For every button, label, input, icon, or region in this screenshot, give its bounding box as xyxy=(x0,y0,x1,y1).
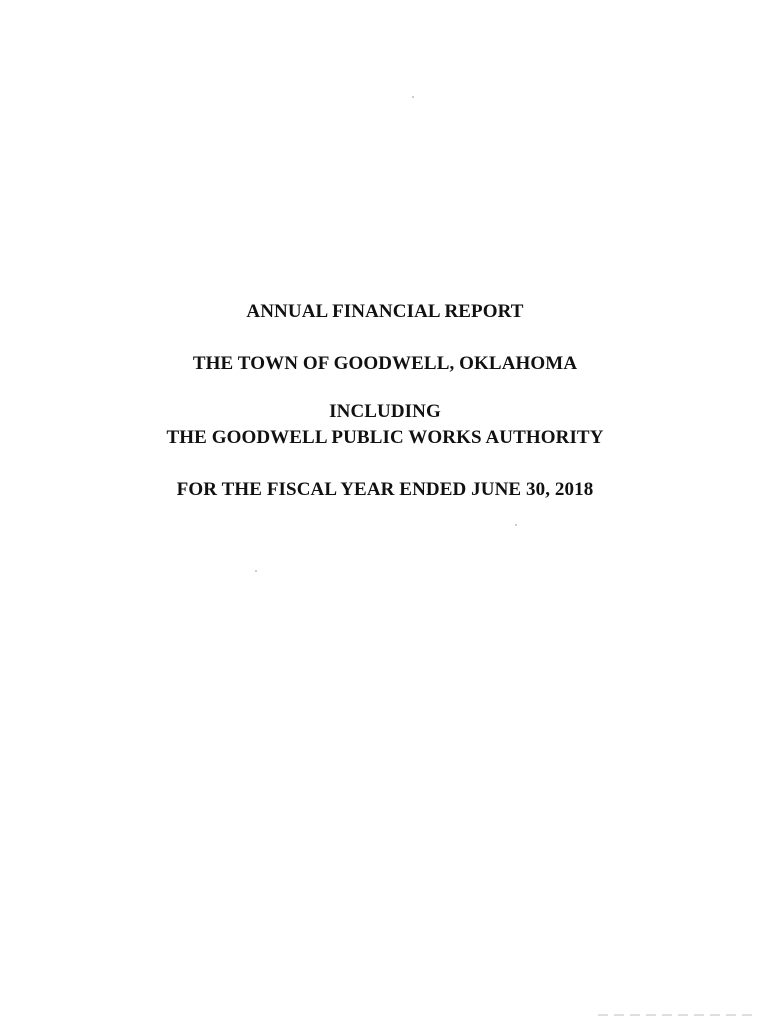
scan-edge-marks xyxy=(598,1014,758,1016)
including-label: INCLUDING xyxy=(329,401,441,422)
entity-name: THE TOWN OF GOODWELL, OKLAHOMA xyxy=(192,353,578,374)
fiscal-period: FOR THE FISCAL YEAR ENDED JUNE 30, 2018 xyxy=(176,479,594,500)
scan-speck xyxy=(255,570,257,572)
scan-speck xyxy=(412,96,414,98)
report-title: ANNUAL FINANCIAL REPORT xyxy=(246,301,524,322)
authority-name: THE GOODWELL PUBLIC WORKS AUTHORITY xyxy=(166,427,604,448)
scan-speck xyxy=(515,524,517,526)
